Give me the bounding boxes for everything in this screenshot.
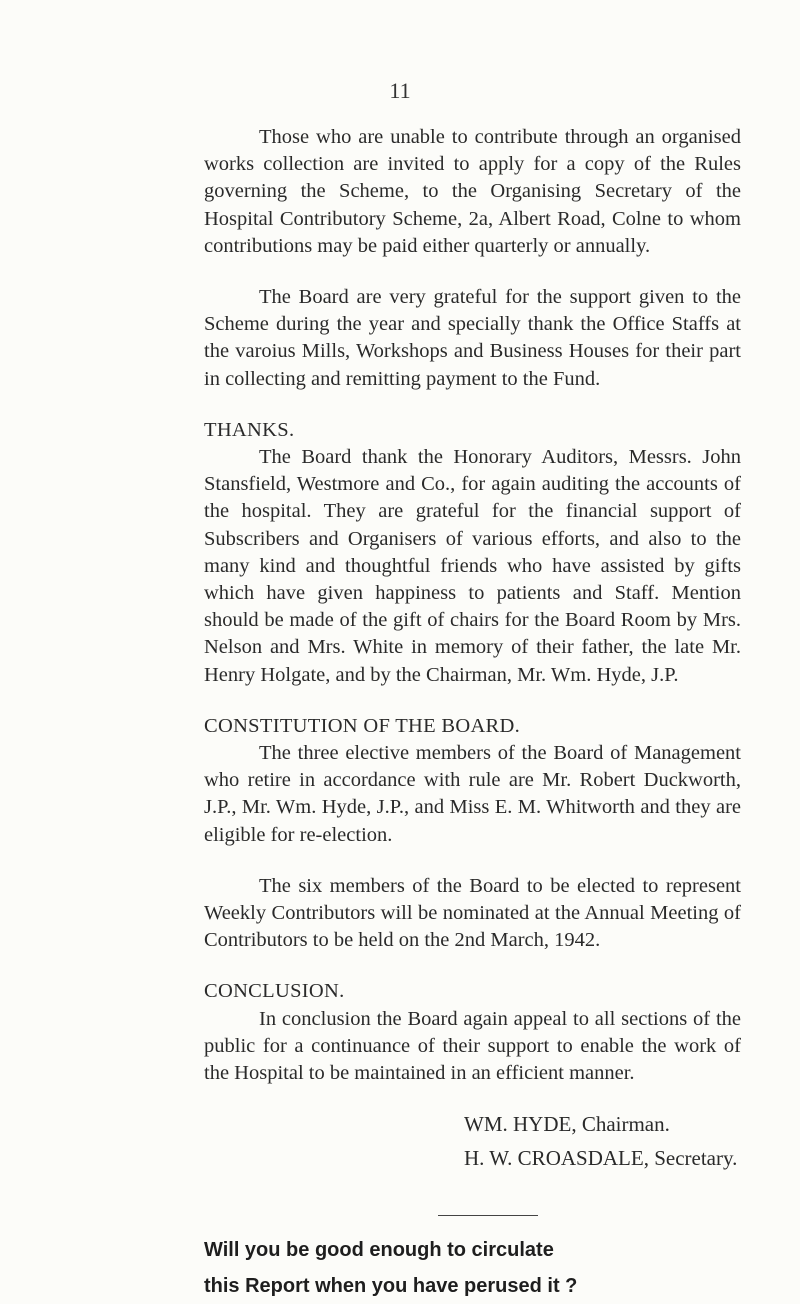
page-number: 11 (389, 78, 411, 103)
intro-paragraph-gratitude: The Board are very grateful for the support given to the Scheme during the year and specially thank the Office Staffs at the varoius Mills, Workshops and Business Houses for their part in collecting and remitting payment to the Fund. (204, 286, 741, 390)
secretary-signature: H. W. CROASDALE, Secretary. (464, 1146, 738, 1171)
constitution-paragraph-elective: The three elective members of the Board of Management who retire in accordance with rule are Mr. Robert Duckworth, J.P., Mr. Wm. Hyde, J.P., and Miss E. M. Whitworth and they are eligible for re-election. (204, 742, 741, 846)
intro-section (204, 124, 741, 260)
thanks-heading: THANKS. (204, 418, 295, 441)
thanks-paragraph: The Board thank the Honorary Auditors, Messrs. John Stansfield, Westmore and Co., for again auditing the accounts of the hospital. They are grateful for the financial support of Subscribers and Organisers of various efforts, and also to the many kind and thoughtful friends who have assisted by gifts which have given happiness to patients and Staff. Mention should be made of the gift of chairs for the Board Room by Mrs. Nelson and Mrs. White in memory of their father, the late Mr. Henry Holgate, and by the Chairman, Mr. Wm. Hyde, J.P. (204, 446, 741, 686)
constitution-section (204, 713, 741, 955)
circulation-note (204, 1232, 741, 1304)
report-body (204, 124, 741, 1304)
circulation-note-line-2: this Report when you have perused it ? (204, 1275, 578, 1298)
conclusion-heading: CONCLUSION. (204, 980, 345, 1003)
signature-block (464, 1107, 741, 1175)
circulation-note-line-1: Will you be good enough to circulate (204, 1239, 554, 1262)
intro-paragraph-contributions: Those who are unable to contribute through an organised works collection are invited to apply for a copy of the Rules governing the Scheme, to the Organising Secretary of the Hospital Contributory Scheme, 2a, Albert Road, Colne to whom contributions may be paid either quarterly or annually. (204, 126, 741, 257)
gratitude-section (204, 284, 741, 393)
thanks-section (204, 417, 741, 689)
constitution-paragraph-weekly: The six members of the Board to be elected to represent Weekly Contributors will be nominated at the Annual Meeting of Contributors to be held on the 2nd March, 1942. (204, 874, 741, 952)
divider-rule (438, 1215, 538, 1216)
conclusion-section (204, 978, 741, 1087)
chairman-signature: WM. HYDE, Chairman. (464, 1112, 670, 1137)
conclusion-paragraph: In conclusion the Board again appeal to all sections of the public for a continuance of their support to enable the work of the Hospital to be maintained in an efficient manner. (204, 1007, 741, 1085)
constitution-heading: CONSTITUTION OF THE BOARD. (204, 714, 521, 737)
